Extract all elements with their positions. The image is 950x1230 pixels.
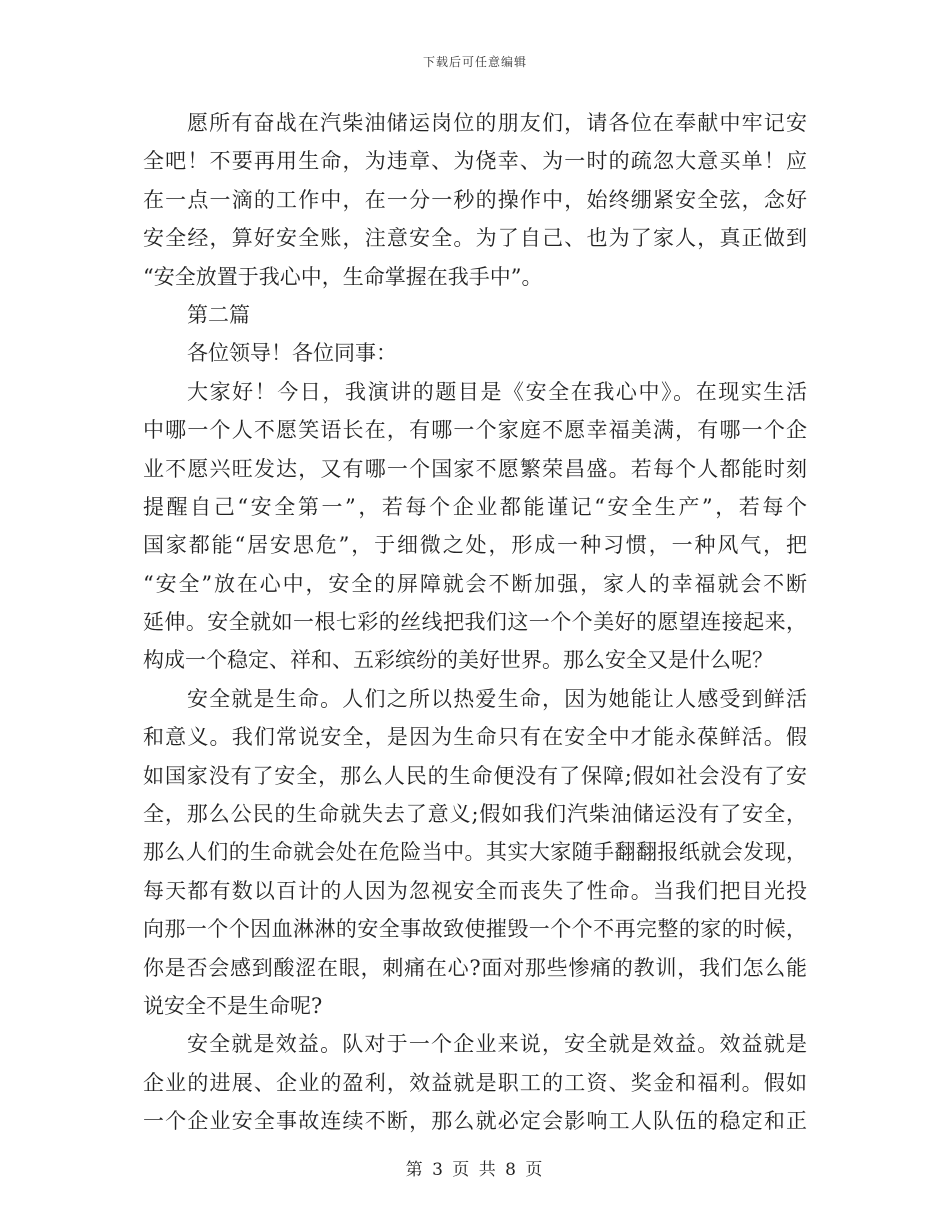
text-line: 国家都能“居安思危”，于细微之处，形成一种习惯，一种风气，把 [143, 533, 807, 558]
text-line: 中哪一个人不愿笑语长在，有哪一个家庭不愿幸福美满，有哪一个企 [143, 418, 807, 443]
text-line: 和意义。我们常说安全，是因为生命只有在安全中才能永葆鲜活。假 [143, 725, 807, 750]
text-line: 安全经，算好安全账，注意安全。为了自己、也为了家人，真正做到 [143, 226, 807, 251]
text-line: 如国家没有了安全，那么人民的生命便没有了保障;假如社会没有了安 [143, 763, 807, 788]
page-number-footer: 第 3 页 共 8 页 [405, 1160, 545, 1180]
text-line: 第二篇 [187, 302, 250, 327]
page-header-note: 下载后可任意编辑 [422, 55, 527, 69]
document-body [143, 104, 807, 1141]
text-line: 各位领导！各位同事： [187, 341, 397, 366]
text-line: 在一点一滴的工作中，在一分一秒的操作中，始终绷紧安全弦，念好 [143, 187, 807, 212]
text-line: 构成一个稳定、祥和、五彩缤纷的美好世界。那么安全又是什么呢？ [143, 648, 773, 673]
text-line: 提醒自己“安全第一”，若每个企业都能谨记“安全生产”，若每个 [143, 494, 807, 519]
text-line: 企业的进展、企业的盈利，效益就是职工的工资、奖金和福利。假如 [143, 1070, 807, 1095]
text-line: 延伸。安全就如一根七彩的丝线把我们这一个个美好的愿望连接起来， [143, 610, 807, 635]
text-line: 愿所有奋战在汽柴油储运岗位的朋友们，请各位在奉献中牢记安 [187, 111, 807, 135]
text-line: 一个企业安全事故连续不断，那么就必定会影响工人队伍的稳定和正 [143, 1109, 807, 1134]
text-line: 全吧！不要再用生命，为违章、为侥幸、为一时的疏忽大意买单！应 [143, 149, 807, 174]
text-line: “安全”放在心中，安全的屏障就会不断加强，家人的幸福就会不断 [143, 571, 807, 596]
text-line: 安全就是生命。人们之所以热爱生命，因为她能让人感受到鲜活 [187, 686, 807, 711]
text-line: 向那一个个因血淋淋的安全事故致使摧毁一个个不再完整的家的时候， [143, 917, 807, 942]
text-line: 全，那么公民的生命就失去了意义;假如我们汽柴油储运没有了安全， [143, 802, 807, 827]
text-line: 你是否会感到酸涩在眼，刺痛在心?面对那些惨痛的教训，我们怎么能 [143, 955, 807, 980]
text-line: 业不愿兴旺发达，又有哪一个国家不愿繁荣昌盛。若每个人都能时刻 [143, 456, 807, 481]
text-line: 那么人们的生命就会处在危险当中。其实大家随手翻翻报纸就会发现， [143, 840, 807, 865]
text-line: 每天都有数以百计的人因为忽视安全而丧失了性命。当我们把目光投 [143, 878, 807, 903]
text-line: “安全放置于我心中，生命掌握在我手中”。 [143, 264, 543, 289]
text-line: 说安全不是生命呢? [143, 993, 323, 1018]
text-line: 安全就是效益。队对于一个企业来说，安全就是效益。效益就是 [187, 1032, 807, 1057]
text-line: 大家好！今日，我演讲的题目是《安全在我心中》。在现实生活 [187, 379, 807, 404]
